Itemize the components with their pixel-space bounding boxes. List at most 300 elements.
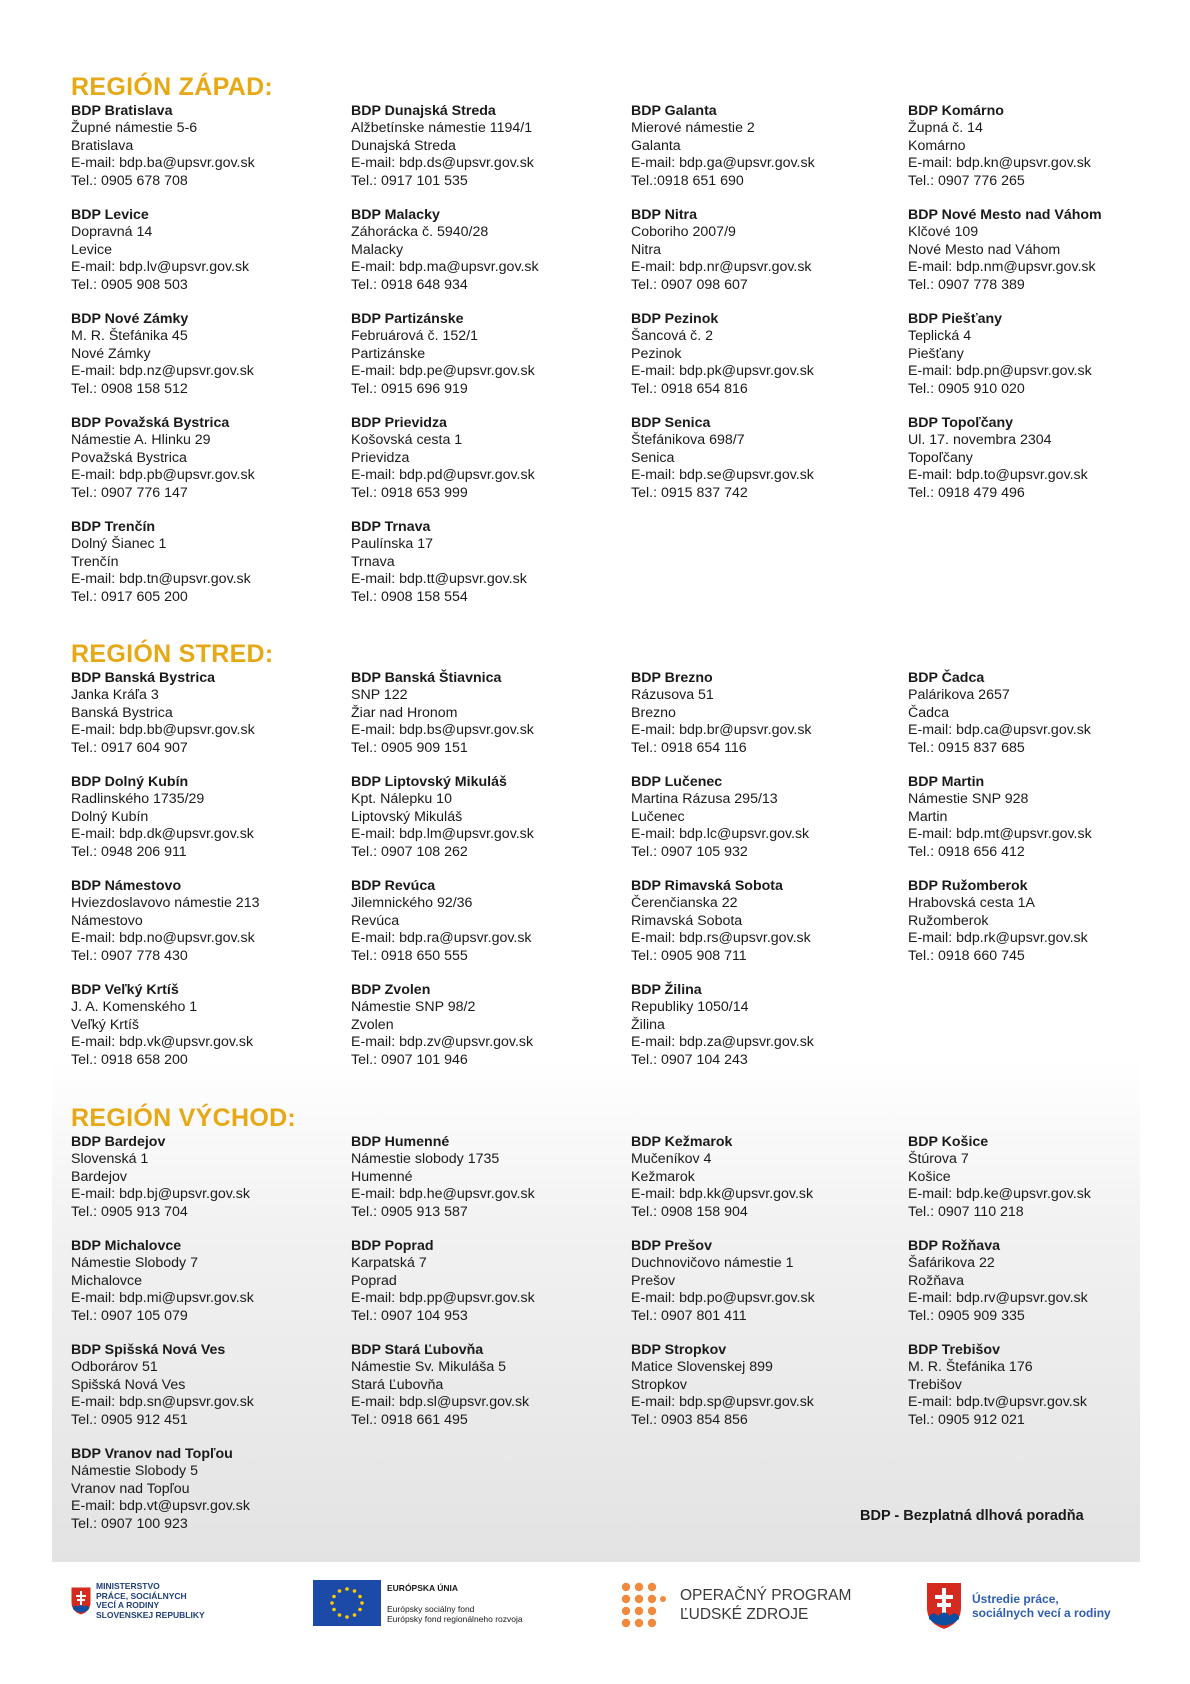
office-email[interactable]: E-mail: bdp.rs@upsvr.gov.sk	[631, 930, 811, 947]
office-address: M. R. Štefánika 176	[908, 1359, 1033, 1376]
office-address: Košovská cesta 1	[351, 432, 463, 449]
office-address: Hrabovská cesta 1A	[908, 895, 1035, 912]
office-phone[interactable]: Tel.: 0915 837 685	[908, 739, 1025, 756]
office-city: Dolný Kubín	[71, 808, 149, 825]
upsvr-line: Ústredie práce,	[972, 1592, 1059, 1606]
office-card	[351, 207, 621, 294]
office-phone[interactable]: Tel.: 0918 661 495	[351, 1411, 468, 1428]
office-address: Martina Rázusa 295/13	[631, 791, 778, 808]
office-phone[interactable]: Tel.: 0917 605 200	[71, 588, 188, 605]
office-card	[71, 1238, 341, 1325]
office-email[interactable]: E-mail: bdp.ra@upsvr.gov.sk	[351, 930, 532, 947]
office-email[interactable]: E-mail: bdp.zv@upsvr.gov.sk	[351, 1034, 534, 1051]
upsvr-shield-icon	[924, 1580, 964, 1632]
office-address: Štefánikova 698/7	[631, 432, 745, 449]
office-email[interactable]: E-mail: bdp.po@upsvr.gov.sk	[631, 1290, 815, 1307]
office-phone[interactable]: Tel.: 0915 696 919	[351, 380, 468, 397]
office-card	[631, 1134, 901, 1221]
slovak-coat-of-arms-icon	[70, 1586, 92, 1616]
upsvr-logo	[924, 1580, 1111, 1632]
office-city: Žiar nad Hronom	[351, 704, 458, 721]
office-name: BDP Vranov nad Topľou	[71, 1446, 233, 1462]
office-phone[interactable]: Tel.: 0908 158 554	[351, 588, 468, 605]
ministry-logo	[70, 1582, 205, 1620]
office-name: BDP Nové Mesto nad Váhom	[908, 207, 1102, 223]
office-city: Nové Mesto nad Váhom	[908, 241, 1061, 258]
office-card	[71, 311, 341, 398]
office-address: Župné námestie 5-6	[71, 120, 198, 137]
office-name: BDP Stropkov	[631, 1342, 727, 1358]
office-name: BDP Dunajská Streda	[351, 103, 496, 119]
office-email[interactable]: E-mail: bdp.to@upsvr.gov.sk	[908, 467, 1088, 484]
office-address: Karpatská 7	[351, 1255, 427, 1272]
office-phone[interactable]: Tel.: 0907 776 265	[908, 172, 1025, 189]
office-city: Senica	[631, 449, 675, 466]
office-address: Námestie Slobody 7	[71, 1255, 198, 1272]
office-name: BDP Galanta	[631, 103, 717, 119]
office-card	[71, 519, 341, 606]
ministry-line: SLOVENSKEJ REPUBLIKY	[96, 1609, 205, 1620]
office-name: BDP Poprad	[351, 1238, 434, 1254]
office-card	[631, 878, 901, 965]
office-name: BDP Nitra	[631, 207, 697, 223]
office-email[interactable]: E-mail: bdp.bj@upsvr.gov.sk	[71, 1186, 250, 1203]
office-name: BDP Michalovce	[71, 1238, 182, 1254]
office-card	[908, 1238, 1178, 1325]
office-email[interactable]: E-mail: bdp.pd@upsvr.gov.sk	[351, 467, 535, 484]
office-name: BDP Trenčín	[71, 519, 156, 535]
office-card	[631, 774, 901, 861]
region-title: REGIÓN VÝCHOD:	[71, 1104, 297, 1132]
office-city: Humenné	[351, 1168, 413, 1185]
office-card	[71, 103, 341, 190]
office-address: Dolný Šianec 1	[71, 536, 167, 553]
office-card	[908, 103, 1178, 190]
office-name: BDP Levice	[71, 207, 149, 223]
office-card	[351, 103, 621, 190]
office-phone[interactable]: Tel.: 0918 648 934	[351, 276, 468, 293]
office-address: Štúrova 7	[908, 1151, 969, 1168]
office-email[interactable]: E-mail: bdp.ca@upsvr.gov.sk	[908, 722, 1091, 739]
office-email[interactable]: E-mail: bdp.mt@upsvr.gov.sk	[908, 826, 1092, 843]
office-phone[interactable]: Tel.: 0907 778 430	[71, 947, 188, 964]
office-address: Paulínska 17	[351, 536, 434, 553]
office-email[interactable]: E-mail: bdp.pp@upsvr.gov.sk	[351, 1290, 535, 1307]
office-phone[interactable]: Tel.: 0908 158 512	[71, 380, 188, 397]
region-title: REGIÓN ZÁPAD:	[71, 73, 274, 101]
office-card	[631, 207, 901, 294]
office-email[interactable]: E-mail: bdp.sp@upsvr.gov.sk	[631, 1394, 814, 1411]
office-phone[interactable]: Tel.: 0907 776 147	[71, 484, 188, 501]
office-card	[71, 774, 341, 861]
office-city: Michalovce	[71, 1272, 142, 1289]
office-phone[interactable]: Tel.:0918 651 690	[631, 172, 744, 189]
office-address: Šafárikova 22	[908, 1255, 995, 1272]
office-city: Námestovo	[71, 912, 143, 929]
office-card	[351, 311, 621, 398]
office-email[interactable]: E-mail: bdp.tv@upsvr.gov.sk	[908, 1394, 1087, 1411]
office-email[interactable]: E-mail: bdp.ma@upsvr.gov.sk	[351, 259, 539, 276]
office-city: Košice	[908, 1168, 951, 1185]
office-card	[71, 415, 341, 502]
office-phone[interactable]: Tel.: 0905 912 451	[71, 1411, 188, 1428]
region-title: REGIÓN STRED:	[71, 640, 274, 668]
office-city: Piešťany	[908, 345, 964, 362]
dots-grid-icon	[620, 1582, 666, 1628]
office-phone[interactable]: Tel.: 0907 101 946	[351, 1051, 468, 1068]
office-address: Palárikova 2657	[908, 687, 1010, 704]
office-city: Trnava	[351, 553, 395, 570]
office-card	[351, 1134, 621, 1221]
office-card	[71, 1134, 341, 1221]
office-card	[631, 982, 901, 1069]
office-address: Janka Kráľa 3	[71, 687, 159, 704]
office-name: BDP Dolný Kubín	[71, 774, 189, 790]
eu-fund-line: Európsky fond regionálneho rozvoja	[387, 1613, 523, 1624]
office-email[interactable]: E-mail: bdp.lv@upsvr.gov.sk	[71, 259, 250, 276]
office-address: Mučeníkov 4	[631, 1151, 712, 1168]
office-name: BDP Žilina	[631, 982, 702, 998]
office-city: Považská Bystrica	[71, 449, 187, 466]
ministry-line: VECÍ A RODINY	[96, 1600, 160, 1610]
office-name: BDP Prievidza	[351, 415, 447, 431]
office-phone[interactable]: Tel.: 0918 660 745	[908, 947, 1025, 964]
office-city: Prievidza	[351, 449, 410, 466]
office-card	[351, 1238, 621, 1325]
office-email[interactable]: E-mail: bdp.bs@upsvr.gov.sk	[351, 722, 534, 739]
office-address: Námestie slobody 1735	[351, 1151, 500, 1168]
office-address: Námestie A. Hlinku 29	[71, 432, 211, 449]
office-name: BDP Senica	[631, 415, 711, 431]
office-name: BDP Ružomberok	[908, 878, 1028, 894]
office-phone[interactable]: Tel.: 0918 656 412	[908, 843, 1025, 860]
office-phone[interactable]: Tel.: 0905 908 711	[631, 947, 747, 964]
office-phone[interactable]: Tel.: 0905 909 335	[908, 1307, 1025, 1324]
office-address: J. A. Komenského 1	[71, 999, 198, 1016]
office-address: M. R. Štefánika 45	[71, 328, 188, 345]
office-phone[interactable]: Tel.: 0905 678 708	[71, 172, 188, 189]
office-city: Komárno	[908, 137, 966, 154]
office-name: BDP Martin	[908, 774, 985, 790]
office-phone[interactable]: Tel.: 0907 801 411	[631, 1307, 747, 1324]
office-name: BDP Rimavská Sobota	[631, 878, 783, 894]
office-address: Klčové 109	[908, 224, 979, 241]
office-phone[interactable]: Tel.: 0905 909 151	[351, 739, 468, 756]
office-email[interactable]: E-mail: bdp.sn@upsvr.gov.sk	[71, 1394, 254, 1411]
office-city: Trebišov	[908, 1376, 962, 1393]
office-city: Žilina	[631, 1016, 665, 1033]
office-email[interactable]: E-mail: bdp.ke@upsvr.gov.sk	[908, 1186, 1091, 1203]
office-address: Šancová č. 2	[631, 328, 714, 345]
office-email[interactable]: E-mail: bdp.pe@upsvr.gov.sk	[351, 363, 535, 380]
office-phone[interactable]: Tel.: 0907 104 953	[351, 1307, 468, 1324]
office-card	[71, 207, 341, 294]
office-name: BDP Banská Štiavnica	[351, 670, 502, 686]
office-phone[interactable]: Tel.: 0905 908 503	[71, 276, 188, 293]
office-email[interactable]: E-mail: bdp.vk@upsvr.gov.sk	[71, 1034, 254, 1051]
office-phone[interactable]: Tel.: 0917 101 535	[351, 172, 468, 189]
office-city: Čadca	[908, 704, 950, 721]
office-email[interactable]: E-mail: bdp.pn@upsvr.gov.sk	[908, 363, 1092, 380]
office-card	[908, 415, 1178, 502]
office-name: BDP Piešťany	[908, 311, 1003, 327]
office-name: BDP Lučenec	[631, 774, 723, 790]
office-city: Nové Zámky	[71, 345, 151, 362]
office-address: Rázusova 51	[631, 687, 714, 704]
ministry-line: PRÁCE, SOCIÁLNYCH	[96, 1590, 187, 1601]
office-address: Námestie SNP 928	[908, 791, 1029, 808]
office-name: BDP Stará Ľubovňa	[351, 1342, 484, 1358]
office-phone[interactable]: Tel.: 0918 653 999	[351, 484, 468, 501]
office-city: Liptovský Mikuláš	[351, 808, 463, 825]
office-name: BDP Nové Zámky	[71, 311, 189, 327]
office-card	[631, 415, 901, 502]
office-phone[interactable]: Tel.: 0905 912 021	[908, 1411, 1025, 1428]
office-address: Februárová č. 152/1	[351, 328, 478, 345]
office-card	[908, 1342, 1178, 1429]
office-phone[interactable]: Tel.: 0907 105 079	[71, 1307, 188, 1324]
office-address: SNP 122	[351, 687, 408, 704]
office-city: Stará Ľubovňa	[351, 1376, 444, 1393]
office-phone[interactable]: Tel.: 0907 778 389	[908, 276, 1025, 293]
office-city: Brezno	[631, 704, 676, 721]
office-card	[908, 1134, 1178, 1221]
office-name: BDP Trebišov	[908, 1342, 1000, 1358]
office-email[interactable]: E-mail: bdp.ba@upsvr.gov.sk	[71, 155, 255, 172]
office-name: BDP Zvolen	[351, 982, 431, 998]
office-phone[interactable]: Tel.: 0907 105 932	[631, 843, 748, 860]
office-city: Rožňava	[908, 1272, 964, 1289]
office-card	[908, 207, 1178, 294]
office-city: Prešov	[631, 1272, 676, 1289]
office-phone[interactable]: Tel.: 0917 604 907	[71, 739, 188, 756]
office-email[interactable]: E-mail: bdp.rv@upsvr.gov.sk	[908, 1290, 1088, 1307]
office-address: Dopravná 14	[71, 224, 153, 241]
office-phone[interactable]: Tel.: 0907 108 262	[351, 843, 468, 860]
office-phone[interactable]: Tel.: 0908 158 904	[631, 1203, 748, 1220]
office-address: Jilemnického 92/36	[351, 895, 473, 912]
office-name: BDP Čadca	[908, 670, 985, 686]
office-email[interactable]: E-mail: bdp.nm@upsvr.gov.sk	[908, 259, 1096, 276]
office-city: Rimavská Sobota	[631, 912, 743, 929]
office-address: Mierové námestie 2	[631, 120, 755, 137]
office-email[interactable]: E-mail: bdp.pk@upsvr.gov.sk	[631, 363, 814, 380]
office-city: Dunajská Streda	[351, 137, 456, 154]
office-name: BDP Liptovský Mikuláš	[351, 774, 507, 790]
office-phone[interactable]: Tel.: 0905 913 704	[71, 1203, 188, 1220]
office-card	[351, 519, 621, 606]
office-name: BDP Považská Bystrica	[71, 415, 230, 431]
office-name: BDP Komárno	[908, 103, 1004, 119]
office-name: BDP Brezno	[631, 670, 713, 686]
office-address: Námestie SNP 98/2	[351, 999, 476, 1016]
office-card	[71, 982, 341, 1069]
op-line: ĽUDSKÉ ZDROJE	[680, 1606, 809, 1623]
office-city: Bardejov	[71, 1168, 127, 1185]
office-name: BDP Banská Bystrica	[71, 670, 216, 686]
office-city: Topoľčany	[908, 449, 973, 466]
office-email[interactable]: E-mail: bdp.kk@upsvr.gov.sk	[631, 1186, 814, 1203]
eu-title: EURÓPSKA ÚNIA	[387, 1582, 458, 1593]
office-name: BDP Bardejov	[71, 1134, 166, 1150]
office-phone[interactable]: Tel.: 0918 658 200	[71, 1051, 188, 1068]
office-email[interactable]: E-mail: bdp.br@upsvr.gov.sk	[631, 722, 812, 739]
office-city: Malacky	[351, 241, 404, 258]
office-name: BDP Námestovo	[71, 878, 182, 894]
office-city: Stropkov	[631, 1376, 687, 1393]
office-card	[351, 878, 621, 965]
office-address: Záhorácka č. 5940/28	[351, 224, 489, 241]
legend-note: BDP - Bezplatná dlhová poradňa	[860, 1508, 1084, 1524]
office-address: Námestie Slobody 5	[71, 1463, 198, 1480]
office-city: Spišská Nová Ves	[71, 1376, 186, 1393]
office-phone[interactable]: Tel.: 0918 654 816	[631, 380, 748, 397]
office-email[interactable]: E-mail: bdp.bb@upsvr.gov.sk	[71, 722, 255, 739]
office-city: Nitra	[631, 241, 661, 258]
office-address: Duchnovičovo námestie 1	[631, 1255, 794, 1272]
office-address: Kpt. Nálepku 10	[351, 791, 452, 808]
office-address: Hviezdoslavovo námestie 213	[71, 895, 260, 912]
office-city: Vranov nad Topľou	[71, 1480, 190, 1497]
office-city: Galanta	[631, 137, 681, 154]
office-address: Čerenčianska 22	[631, 895, 738, 912]
office-address: Republiky 1050/14	[631, 999, 749, 1016]
eu-logo	[313, 1580, 523, 1626]
office-card	[351, 670, 621, 757]
office-card	[631, 670, 901, 757]
office-address: Matice Slovenskej 899	[631, 1359, 773, 1376]
office-city: Kežmarok	[631, 1168, 695, 1185]
office-name: BDP Spišská Nová Ves	[71, 1342, 226, 1358]
office-phone[interactable]: Tel.: 0918 479 496	[908, 484, 1025, 501]
office-card	[631, 1342, 901, 1429]
office-card	[71, 878, 341, 965]
office-city: Martin	[908, 808, 948, 825]
office-email[interactable]: E-mail: bdp.lm@upsvr.gov.sk	[351, 826, 534, 843]
office-city: Banská Bystrica	[71, 704, 173, 721]
office-city: Levice	[71, 241, 113, 258]
eu-fund-line: Európsky sociálny fond	[387, 1603, 475, 1614]
office-phone[interactable]: Tel.: 0903 854 856	[631, 1411, 748, 1428]
office-address: Slovenská 1	[71, 1151, 149, 1168]
office-card	[71, 1446, 341, 1533]
office-email[interactable]: E-mail: bdp.he@upsvr.gov.sk	[351, 1186, 535, 1203]
office-email[interactable]: E-mail: bdp.mi@upsvr.gov.sk	[71, 1290, 254, 1307]
eu-flag-icon	[313, 1580, 381, 1626]
office-card	[351, 982, 621, 1069]
office-city: Bratislava	[71, 137, 134, 154]
office-city: Zvolen	[351, 1016, 394, 1033]
office-email[interactable]: E-mail: bdp.dk@upsvr.gov.sk	[71, 826, 254, 843]
office-name: BDP Topoľčany	[908, 415, 1014, 431]
office-email[interactable]: E-mail: bdp.sl@upsvr.gov.sk	[351, 1394, 530, 1411]
ministry-line: MINISTERSTVO	[96, 1581, 160, 1591]
office-email[interactable]: E-mail: bdp.lc@upsvr.gov.sk	[631, 826, 810, 843]
office-card	[631, 311, 901, 398]
office-email[interactable]: E-mail: bdp.tn@upsvr.gov.sk	[71, 571, 251, 588]
office-email[interactable]: E-mail: bdp.ga@upsvr.gov.sk	[631, 155, 815, 172]
office-name: BDP Veľký Krtíš	[71, 982, 179, 998]
office-email[interactable]: E-mail: bdp.no@upsvr.gov.sk	[71, 930, 255, 947]
op-line: OPERAČNÝ PROGRAM	[680, 1587, 852, 1604]
office-name: BDP Partizánske	[351, 311, 464, 327]
office-card	[351, 774, 621, 861]
office-email[interactable]: E-mail: bdp.pb@upsvr.gov.sk	[71, 467, 255, 484]
office-name: BDP Revúca	[351, 878, 436, 894]
office-phone[interactable]: Tel.: 0905 913 587	[351, 1203, 468, 1220]
office-email[interactable]: E-mail: bdp.tt@upsvr.gov.sk	[351, 571, 527, 588]
office-address: Župná č. 14	[908, 120, 983, 137]
office-city: Ružomberok	[908, 912, 989, 929]
office-name: BDP Bratislava	[71, 103, 173, 119]
office-email[interactable]: E-mail: bdp.kn@upsvr.gov.sk	[908, 155, 1091, 172]
office-email[interactable]: E-mail: bdp.za@upsvr.gov.sk	[631, 1034, 814, 1051]
office-address: Námestie Sv. Mikuláša 5	[351, 1359, 507, 1376]
office-city: Veľký Krtíš	[71, 1016, 139, 1033]
office-phone[interactable]: Tel.: 0907 100 923	[71, 1515, 188, 1532]
office-card	[908, 311, 1178, 398]
office-email[interactable]: E-mail: bdp.ds@upsvr.gov.sk	[351, 155, 534, 172]
office-email[interactable]: E-mail: bdp.rk@upsvr.gov.sk	[908, 930, 1088, 947]
office-name: BDP Košice	[908, 1134, 989, 1150]
office-name: BDP Malacky	[351, 207, 440, 223]
office-phone[interactable]: Tel.: 0907 104 243	[631, 1051, 748, 1068]
office-email[interactable]: E-mail: bdp.vt@upsvr.gov.sk	[71, 1498, 250, 1515]
office-name: BDP Trnava	[351, 519, 431, 535]
office-phone[interactable]: Tel.: 0907 098 607	[631, 276, 748, 293]
office-card	[351, 415, 621, 502]
office-city: Partizánske	[351, 345, 426, 362]
office-card	[631, 1238, 901, 1325]
office-email[interactable]: E-mail: bdp.se@upsvr.gov.sk	[631, 467, 814, 484]
footer-logos	[0, 1570, 1190, 1680]
office-card	[631, 103, 901, 190]
office-phone[interactable]: Tel.: 0907 110 218	[908, 1203, 1024, 1220]
office-name: BDP Kežmarok	[631, 1134, 733, 1150]
office-name: BDP Pezinok	[631, 311, 719, 327]
office-city: Poprad	[351, 1272, 397, 1289]
office-phone[interactable]: Tel.: 0918 654 116	[631, 739, 747, 756]
office-card	[908, 774, 1178, 861]
op-logo	[620, 1582, 851, 1628]
office-card	[908, 670, 1178, 757]
office-address: Radlinského 1735/29	[71, 791, 205, 808]
office-card	[71, 670, 341, 757]
office-city: Revúca	[351, 912, 400, 929]
office-phone[interactable]: Tel.: 0915 837 742	[631, 484, 748, 501]
office-address: Alžbetínske námestie 1194/1	[351, 120, 533, 137]
office-address: Odborárov 51	[71, 1359, 158, 1376]
office-email[interactable]: E-mail: bdp.nr@upsvr.gov.sk	[631, 259, 812, 276]
office-address: Teplická 4	[908, 328, 972, 345]
office-name: BDP Rožňava	[908, 1238, 1000, 1254]
office-phone[interactable]: Tel.: 0948 206 911	[71, 843, 187, 860]
office-phone[interactable]: Tel.: 0905 910 020	[908, 380, 1025, 397]
office-name: BDP Prešov	[631, 1238, 712, 1254]
upsvr-line: sociálnych vecí a rodiny	[972, 1606, 1111, 1620]
office-card	[908, 878, 1178, 965]
office-phone[interactable]: Tel.: 0918 650 555	[351, 947, 468, 964]
office-city: Pezinok	[631, 345, 682, 362]
office-email[interactable]: E-mail: bdp.nz@upsvr.gov.sk	[71, 363, 254, 380]
office-name: BDP Humenné	[351, 1134, 450, 1150]
office-card	[71, 1342, 341, 1429]
office-address: Ul. 17. novembra 2304	[908, 432, 1052, 449]
office-city: Trenčín	[71, 553, 119, 570]
office-address: Coboriho 2007/9	[631, 224, 736, 241]
office-card	[351, 1342, 621, 1429]
office-city: Lučenec	[631, 808, 685, 825]
